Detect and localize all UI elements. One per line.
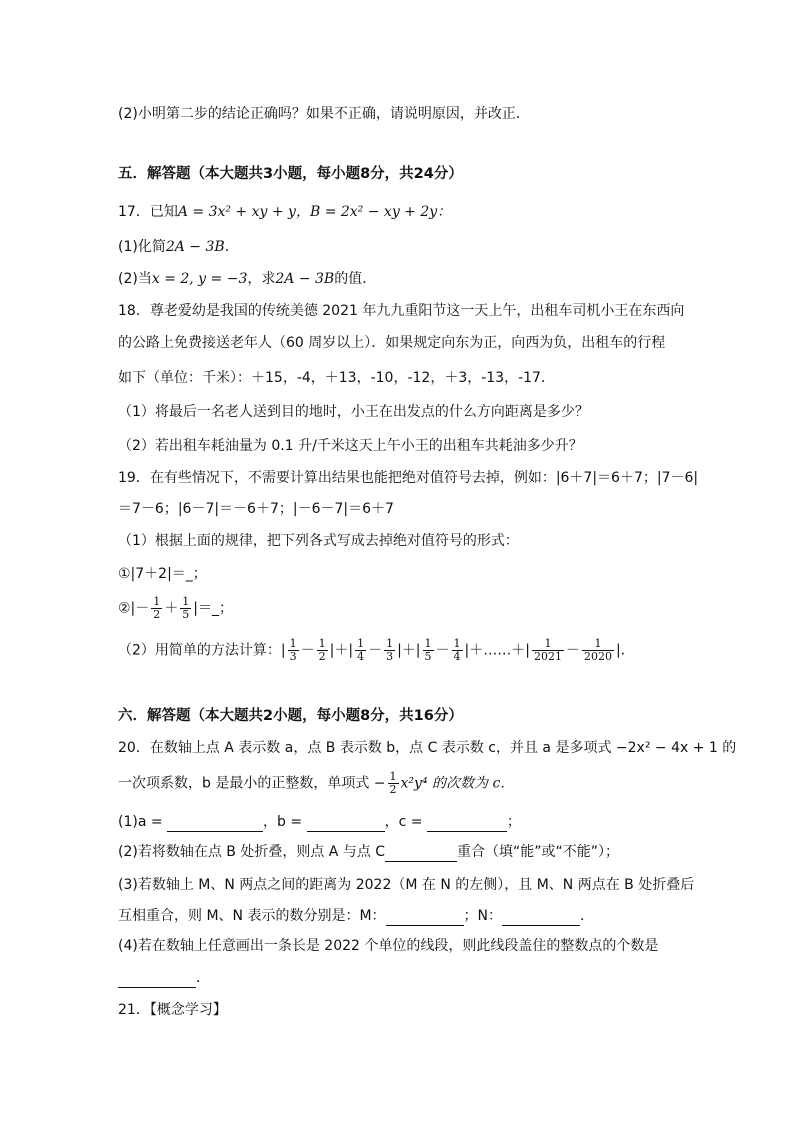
answer-blank-a[interactable] [167,817,263,832]
q17-stem [118,202,451,222]
q19-q2-dots: ＋……＋ [469,642,526,659]
q20-p2-a: (2)若将数轴在点 B 处折叠，则点 A 与点 C [118,844,386,860]
q20-p1-b: ，b = [263,814,303,830]
answer-blank-n[interactable] [502,911,580,926]
q19-q1: （1）根据上面的规律，把下列各式写成去掉绝对值符号的形式： [118,533,519,549]
q20-part4-line1: (4)若在数轴上任意画出一条长是 2022 个单位的线段，则此线段盖住的整数点的个数是 [118,938,659,954]
answer-blank-fold[interactable] [385,847,457,862]
q20-line2: 一次项系数，b 是最小的正整数，单项式 − $\frac{1}{2}$ x²y⁴ 的次数为 c． [118,770,515,796]
section6-title: 六．解答题（本大题共2小题，每小题8分，共16分） [118,708,463,724]
q17-p1-expr: 2A − 3B [165,239,225,255]
q20-line2-a: 一次项系数，b 是最小的正整数，单项式 − [118,775,386,792]
q20-p1-a: (1)a = [118,814,163,830]
q21-title: 21．【概念学习】 [118,1002,227,1018]
q17-part2 [118,269,376,289]
q17-p2-cond: x = 2, y = −3 [151,271,248,287]
q19-line1: 19．在有些情况下，不需要计算出结果也能把绝对值符号去掉，例如：|6＋7|＝6＋7；|7－6| [118,470,699,486]
q17-p1-prefix: (1)化简 [118,239,166,255]
q17-p2-suffix: 的值． [334,271,377,287]
q20-p3-end: ． [580,908,595,924]
q17-p2-expr: 2A − 3B [275,271,335,287]
section5-title: 五．解答题（本大题共3小题，每小题8分，共24分） [118,166,463,182]
q20-p4-end: ． [196,970,210,986]
q19-line2: ＝7－6；|6－7|＝－6＋7；|－6－7|＝6＋7 [118,501,394,517]
q16-part2: (2)小明第二步的结论正确吗？如果不正确，请说明原因，并改正． [118,106,530,122]
q20-part4-line2 [118,968,210,988]
q17-p2-prefix: (2)当 [118,271,152,287]
q19-item1: ①|7＋2|＝_； [118,566,207,582]
q17-p2-mid: ，求 [247,271,276,287]
q19-q2: （2）用简单的方法计算：| $\frac{1}{3}$ － $\frac{1}{2}$ |＋| $\frac{1}{4}$ － $\frac{1}{3}$ |＋| $\frac{1}{5}$ － $\frac{1}{4}$ |＋……＋| $\frac{1}{2021}$ － $\frac{1}{2020}$ |． [118,637,635,663]
q20-part3-line2 [118,906,594,926]
q17-p1-suffix: ． [224,239,239,255]
q17-intro: 17．已知 [118,204,178,220]
q18-line2: 的公路上免费接送老年人（60 周岁以上）．如果规定向东为正，向西为负，出租车的行程 [118,335,666,351]
q20-part3-line1: (3)若数轴上 M、N 两点之间的距离为 2022（M 在 N 的左侧），且 M、N 两点在 B 处折叠后 [118,877,695,893]
q20-p2-b: 重合（填“能”或“不能”）； [457,844,620,860]
q19-item2-suffix: |＝_； [193,600,233,617]
answer-blank-b[interactable] [307,817,385,832]
q17-part1 [118,237,239,257]
q19-item2: ②|－ $\frac{1}{2}$ ＋ $\frac{1}{5}$ |＝_； [118,595,233,621]
q18-line3: 如下（单位：千米）：＋15，-4，＋13，-10，-12，＋3，-13，-17． [118,370,555,386]
q20-p3-a: 互相重合，则 M、N 表示的数分别是：M： [118,908,386,924]
q19-item2-prefix: ②|－ [118,600,150,617]
q18-q1: （1）将最后一名老人送到目的地时，小王在出发点的什么方向距离是多少？ [118,404,589,420]
answer-blank-c[interactable] [427,817,507,832]
q18-line1: 18．尊老爱幼是我国的传统美德 2021 年九九重阳节这一天上午，出租车司机小王在东西向 [118,303,685,319]
answer-blank-count[interactable] [118,973,196,988]
q20-p1-c: ，c = [384,814,423,830]
q17-expression: A = 3x² + xy + y，B = 2x² − xy + 2y： [177,204,452,220]
q19-q2-end: |． [615,642,635,659]
q20-part2 [118,842,619,862]
q20-part1 [118,812,521,832]
q20-p1-end: ； [506,814,521,830]
q20-line2-b: x²y⁴ 的次数为 c． [400,775,515,792]
answer-blank-m[interactable] [386,911,464,926]
q19-q2-prefix: （2）用简单的方法计算： [118,642,281,659]
q18-q2: （2）若出租车耗油量为 0.1 升/千米这天上午小王的出租车共耗油多少升？ [118,438,583,454]
q20-line1: 20．在数轴上点 A 表示数 a，点 B 表示数 b，点 C 表示数 c，并且 a 是多项式 −2x² − 4x + 1 的 [118,740,737,756]
q20-p3-b: ；N： [463,908,503,924]
